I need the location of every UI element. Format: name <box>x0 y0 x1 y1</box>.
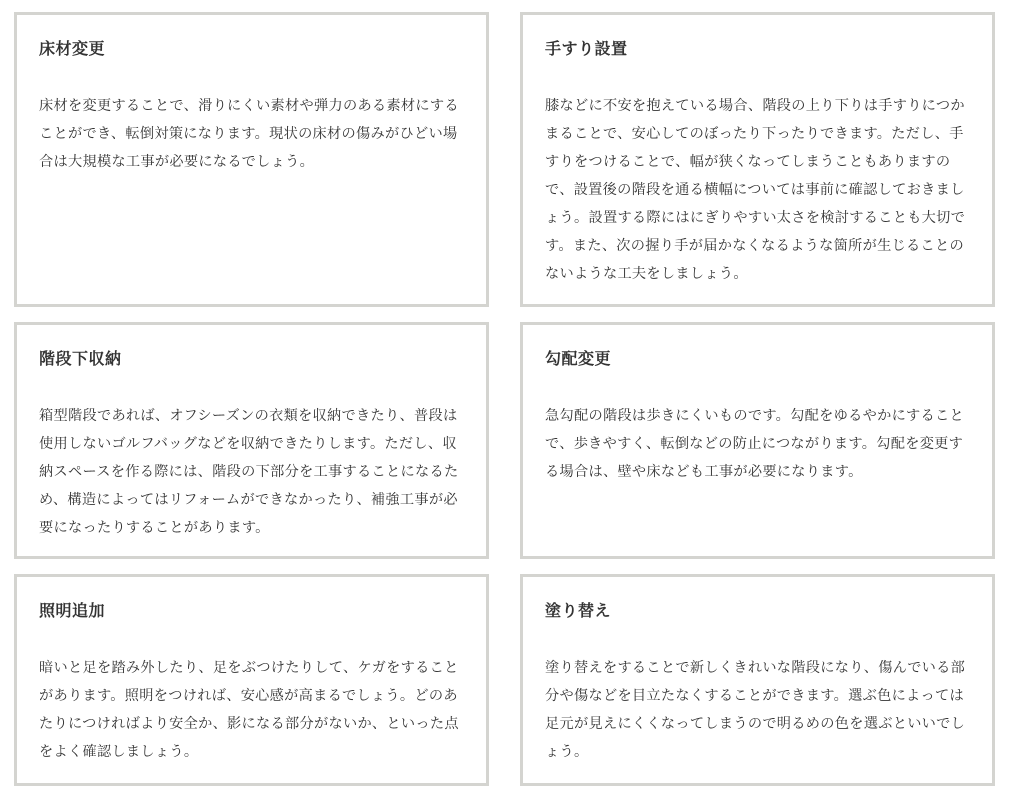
card-lighting-addition <box>14 574 489 786</box>
card-title: 階段下収納 <box>39 349 122 368</box>
card-flooring-change <box>14 12 489 307</box>
card-under-stairs-storage <box>14 322 489 559</box>
card-title: 床材変更 <box>39 39 106 58</box>
card-handrail-install <box>520 12 995 307</box>
card-grid <box>14 12 995 786</box>
card-title: 勾配変更 <box>545 349 612 368</box>
card-title: 照明追加 <box>39 601 106 620</box>
card-repainting <box>520 574 995 786</box>
card-slope-change <box>520 322 995 559</box>
card-body: 箱型階段であれば、オフシーズンの衣類を収納できたり、普段は使用しないゴルフバッグなどを収納できたりします。ただし、収納スペースを作る際には、階段の下部分を工事することになるため、構造によってはリフォームができなかったり、補強工事が必要になったりすることがあります。 <box>39 408 459 536</box>
card-body: 膝などに不安を抱えている場合、階段の上り下りは手すりにつかまることで、安心してのぼったり下ったりできます。ただし、手すりをつけることで、幅が狭くなってしまうこともありますので、設置後の階段を通る横幅については事前に確認しておきましょう。設置する際にはにぎりやすい太さを検討することも大切です。また、次の握り手が届かなくなるような箇所が生じることのないような工夫をしましょう。 <box>545 98 966 282</box>
card-title: 手すり設置 <box>545 39 628 58</box>
card-body: 床材を変更することで、滑りにくい素材や弾力のある素材にすることができ、転倒対策になります。現状の床材の傷みがひどい場合は大規模な工事が必要になるでしょう。 <box>39 98 459 170</box>
card-title: 塗り替え <box>545 601 612 620</box>
card-body: 急勾配の階段は歩きにくいものです。勾配をゆるやかにすることで、歩きやすく、転倒などの防止につながります。勾配を変更する場合は、壁や床なども工事が必要になります。 <box>545 408 965 480</box>
card-body: 暗いと足を踏み外したり、足をぶつけたりして、ケガをすることがあります。照明をつければ、安心感が高まるでしょう。どのあたりにつければより安全か、影になる部分がないか、といった点をよく確認しましょう。 <box>39 660 459 760</box>
card-body: 塗り替えをすることで新しくきれいな階段になり、傷んでいる部分や傷などを目立たなくすることができます。選ぶ色によっては足元が見えにくくなってしまうので明るめの色を選ぶといいでしょう。 <box>545 660 966 760</box>
